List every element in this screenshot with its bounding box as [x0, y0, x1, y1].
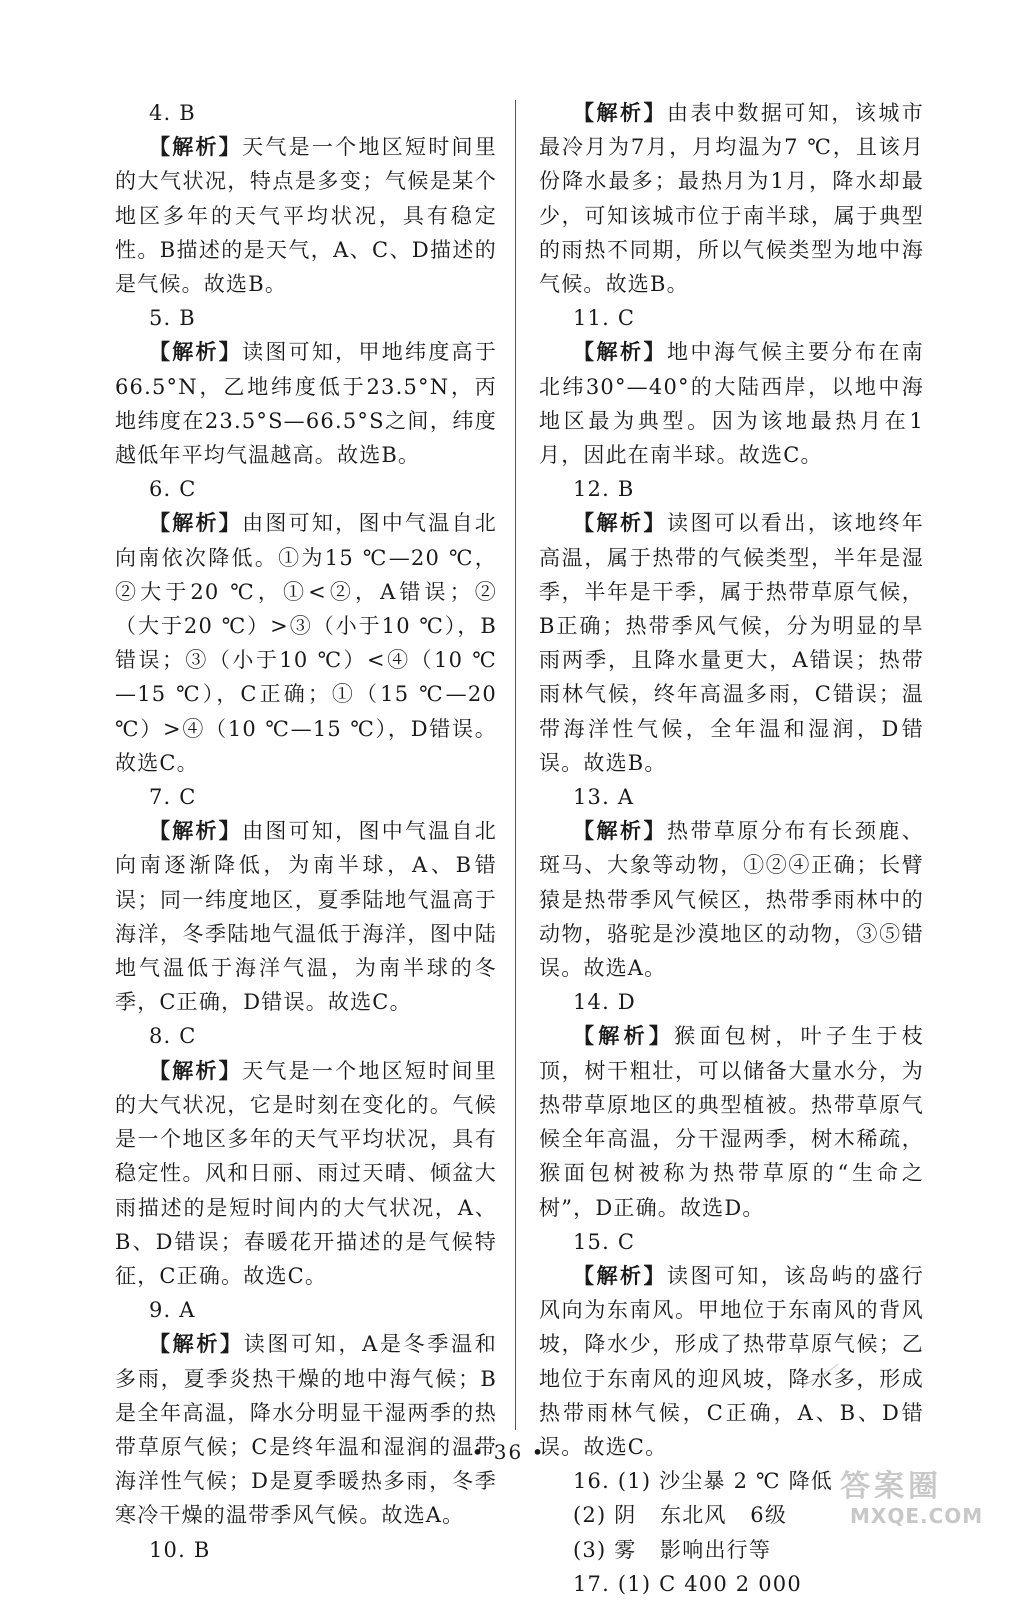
- explanation-text: 热带草原分布有长颈鹿、斑马、大象等动物，①②④正确；长臂猿是热带季风气候区，热带季雨林中的动物，骆驼是沙漠地区的动物，③⑤错误。故选A。: [539, 819, 924, 981]
- explanation-text: 由表中数据可知，该城市最冷月为7月，月均温为7 ℃，且该月份降水最多；最热月为1月，降水却最少，可知该城市位于南半球，属于典型的雨热不同期，所以气候类型为地中海气候。故选B。: [539, 101, 924, 297]
- question-answer: 5. B: [149, 306, 196, 331]
- explanation-tag: 【解析】: [573, 1024, 675, 1049]
- question-answer: 12. B: [573, 477, 635, 502]
- left-column: [115, 96, 497, 1567]
- answer-explanation: [539, 335, 924, 472]
- sub-answer: (3) 雾 影响出行等: [573, 1537, 772, 1562]
- explanation-tag: 【解析】: [573, 101, 667, 125]
- explanation-tag: 【解析】: [149, 340, 243, 365]
- answer-explanation: [539, 1019, 924, 1224]
- question-answer: 6. C: [149, 477, 197, 502]
- answer-explanation: [115, 1054, 497, 1293]
- explanation-text: 天气是一个地区短时间里的大气状况，特点是多变；气候是某个地区多年的天气平均状况，具有稳定性。B描述的是天气，A、C、D描述的是气候。故选B。: [115, 135, 497, 297]
- answer-explanation: [539, 96, 924, 301]
- explanation-tag: 【解析】: [149, 1332, 244, 1357]
- question-answer: 11. C: [573, 306, 636, 331]
- answer-explanation: [115, 130, 497, 301]
- question-answer: 17. (1) C 400 2 000: [573, 1571, 802, 1596]
- question-answer: 16. (1) 沙尘暴 2 ℃ 降低: [573, 1469, 833, 1494]
- explanation-text: 地中海气候主要分布在南北纬30°—40°的大陆西岸，以地中海地区最为典型。因为该地最热月在1月，因此在南半球。故选C。: [539, 340, 924, 468]
- question-answer: 14. D: [573, 990, 636, 1015]
- right-column: [539, 96, 924, 1601]
- explanation-text: 由图可知，图中气温自北向南依次降低。①为15 ℃—20 ℃，②大于20 ℃，①<②，A错误；②（大于20 ℃）>③（小于10 ℃），B错误；③（小于10 ℃）<④（10 ℃—15 ℃），C正确；①（15 ℃—20 ℃）>④（10 ℃—15 ℃），D错误。故选C。: [115, 511, 497, 775]
- question-answer: 4. B: [149, 101, 196, 125]
- watermark-title: 答案圈: [840, 1469, 942, 1504]
- explanation-text: 天气是一个地区短时间里的大气状况，它是时刻在变化的。气候是一个地区多年的天气平均状况，具有稳定性。风和日丽、雨过天晴、倾盆大雨描述的是短时间内的大气状况，A、B、D错误；春暖花开描述的是气候特征，C正确。故选C。: [115, 1058, 497, 1288]
- explanation-text: 读图可以看出，该地终年高温，属于热带的气候类型，半年是湿季，半年是干季，属于热带草原气候，B正确；热带季风气候，分为明显的旱雨两季，且降水量更大，A错误；热带雨林气候，终年高温多雨，C错误；温带海洋性气候，全年温和湿润，D错误。故选B。: [539, 511, 924, 775]
- question-answer: 9. A: [149, 1298, 196, 1323]
- answer-explanation: [115, 335, 497, 472]
- explanation-tag: 【解析】: [573, 340, 667, 365]
- pen-mark: [800, 1360, 840, 1390]
- question-answer: 15. C: [573, 1229, 636, 1254]
- explanation-text: 由图可知，图中气温自北向南逐渐降低，为南半球，A、B错误；同一纬度地区，夏季陆地气温高于海洋，冬季陆地气温低于海洋，图中陆地气温低于海洋气温，为南半球的冬季，C正确，D错误。故选C。: [115, 819, 497, 1015]
- explanation-text: 读图可知，该岛屿的盛行风向为东南风。甲地位于东南风的背风坡，降水少，形成了热带草原气候；乙地位于东南风的迎风坡，降水多，形成热带雨林气候，C正确，A、B、D错误。故选C。: [539, 1263, 924, 1459]
- question-answer: 10. B: [149, 1537, 211, 1562]
- answer-explanation: [115, 506, 497, 780]
- answer-explanation: [115, 814, 497, 1019]
- answer-explanation: [539, 506, 924, 780]
- explanation-tag: 【解析】: [573, 1263, 667, 1288]
- question-answer: 7. C: [149, 785, 197, 810]
- explanation-tag: 【解析】: [573, 819, 667, 844]
- answer-explanation: [539, 1259, 924, 1464]
- answer-explanation: [115, 1327, 497, 1532]
- explanation-tag: 【解析】: [149, 511, 243, 536]
- question-answer: 13. A: [573, 785, 635, 810]
- explanation-text: 猴面包树，叶子生于枝顶，树干粗壮，可以储备大量水分，为热带草原地区的典型植被。热带草原气候全年高温，分干湿两季，树木稀疏，猴面包树被称为热带草原的“生命之树”，D正确。故选D。: [539, 1024, 924, 1220]
- explanation-text: 读图可知，甲地纬度高于66.5°N，乙地纬度低于23.5°N，丙地纬度在23.5°S—66.5°S之间，纬度越低年平均气温越高。故选B。: [115, 340, 497, 468]
- watermark-url: MXQE.COM: [850, 1504, 984, 1528]
- question-answer: 8. C: [149, 1024, 197, 1049]
- explanation-tag: 【解析】: [149, 1058, 243, 1083]
- page-number: • 36 •: [471, 1440, 546, 1464]
- answer-explanation: [539, 814, 924, 985]
- explanation-text: 读图可知，A是冬季温和多雨，夏季炎热干燥的地中海气候；B是全年高温，降水分明显干湿两季的热带草原气候；C是终年温和湿润的温带海洋性气候；D是夏季暖热多雨，冬季寒冷干燥的温带季风气候。故选A。: [115, 1332, 497, 1528]
- sub-answer: (2) 阴 东北风 6级: [573, 1503, 788, 1528]
- explanation-tag: 【解析】: [149, 135, 243, 160]
- column-divider: [515, 100, 516, 1430]
- watermark: [840, 1470, 1010, 1530]
- explanation-tag: 【解析】: [149, 819, 243, 844]
- explanation-tag: 【解析】: [573, 511, 667, 536]
